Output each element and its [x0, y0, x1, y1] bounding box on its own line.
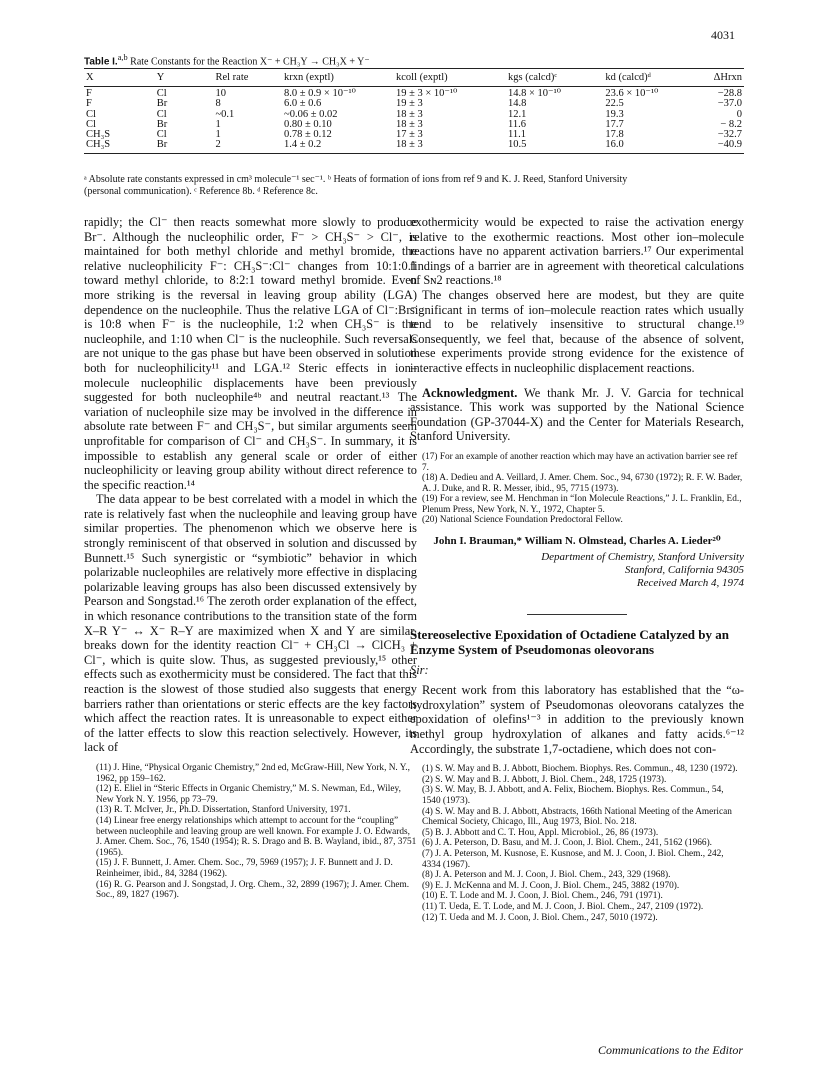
- ack-label: Acknowledgment.: [422, 385, 518, 400]
- table-cell: 1: [215, 118, 221, 130]
- table-cell: 18 ± 3: [396, 108, 423, 120]
- table-cell: 17 ± 3: [396, 129, 423, 141]
- table-cell: Cl: [156, 108, 167, 120]
- left-paragraph-1: rapidly; the Cl⁻ then reacts somewhat more slowly to produce Br⁻. Although the nucleophilic order, F⁻ > CH₃S⁻ > Cl⁻, is maintained for both methyl chloride and methyl bromide, the relative nucleophilicity F⁻: CH₃S⁻:Cl⁻ changes from 10:1:0.1 toward methyl chloride, to 8:2:1 toward methyl bromide. Even more striking is the reversal in leaving group ability (LGA) dependence on the nucleophile. Thus the relative LGA of Cl⁻:Br⁻ is 10:8 when F⁻ is the nucleophile, 1:2 when CH₃S⁻ is the nucleophile, and 1:10 when Cl⁻ is the nucleophile. Such reversals are not unique to the gas phase but have been observed in solution both for nucleophilicity¹¹ and LGA.¹² Steric effects in ion–molecule nucleophilic displacements have been previously suggested for both nucleophile⁴ᵇ and neutral reactant.¹³ The variation of nucleophile size may be involved in the difference in absolute rate between F⁻ and CH₃S⁻, but similar arguments seem unprofitable for comparison of Cl⁻ and CH₃S⁻. In summary, it is impossible to establish any general scale or order of either nucleophilicity or leaving group ability without direct reference to the specific reaction.¹⁴: [84, 215, 417, 492]
- table-row: [84, 140, 744, 153]
- table-cell: Cl: [156, 88, 167, 99]
- table-cell: 1.4 ± 0.2: [282, 140, 394, 153]
- reference-item: (17) For an example of another reaction which may have an activation barrier see ref 7.: [422, 451, 738, 473]
- table-cell: ~0.1: [215, 108, 235, 120]
- reference-item: (15) J. F. Bunnett, J. Amer. Chem. Soc., 79, 5969 (1957); J. F. Bunnett and J. D. Reinheimer, ibid., 84, 3284 (1962).: [96, 858, 393, 879]
- affiliation: [410, 551, 744, 590]
- table-footnote-line-1: ᵃ Absolute rate constants expressed in cm³ molecule⁻¹ sec⁻¹. ᵇ Heats of formation of ions from ref 9 and K. J. Reed, Stanford University: [84, 174, 628, 185]
- reference-item: (8) J. A. Peterson and M. J. Coon, J. Biol. Chem., 243, 329 (1968).: [422, 870, 671, 881]
- ack-text: We thank Mr. J. V. Garcia for technical assistance. This work was supported by the National Science Foundation (GP-37044-X) and the Center for Materials Research, Stanford University.: [410, 385, 744, 444]
- table-cell: −32.7: [717, 129, 742, 141]
- reference-item: (9) E. J. McKenna and M. J. Coon, J. Biol. Chem., 245, 3882 (1970).: [422, 880, 680, 891]
- reference-item: (13) R. T. McIver, Jr., Ph.D. Dissertation, Stanford University, 1971.: [96, 805, 351, 816]
- table-cell: 14.8 × 10⁻¹⁰: [507, 88, 561, 99]
- right-paragraph-1: exothermicity would be expected to raise the activation energy relative to the exothermic reactions. Most other ion–molecule reactions have no apparent activation barriers.¹⁷ Our experimental findings of a barrier are in agreement with theoretical calculations of Sɴ2 reactions.¹⁸: [410, 215, 744, 288]
- table-cell: Cl: [86, 118, 96, 130]
- reference-item: (11) J. Hine, “Physical Organic Chemistry,” 2nd ed, McGraw-Hill, New York, N. Y., 1962, pp 159–162.: [96, 762, 410, 784]
- table-cell: 19 ± 3 × 10⁻¹⁰: [396, 88, 458, 99]
- table-cell: CH₃S: [86, 129, 111, 141]
- table-caption-label: Table I.: [84, 56, 118, 68]
- rate-constants-table: [84, 68, 744, 154]
- reference-item: (4) S. W. May and B. J. Abbott, Abstracts, 166th National Meeting of the American Chemical Society, Chicago, Ill., Aug 1973, Biol. No. 218.: [422, 806, 732, 828]
- reference-item: (11) T. Ueda, E. T. Lode, and M. J. Coon, J. Biol. Chem., 247, 2109 (1972).: [422, 901, 704, 912]
- right-column: [410, 215, 744, 923]
- table-cell: 19 ± 3: [396, 98, 423, 110]
- reference-item: (12) T. Ueda and M. J. Coon, J. Biol. Chem., 247, 5010 (1972).: [422, 912, 658, 923]
- reference-item: (7) J. A. Peterson, M. Kusnose, E. Kusnose, and M. J. Coon, J. Biol. Chem., 242, 4334 (1967).: [422, 848, 724, 870]
- page-number: 4031: [711, 28, 735, 42]
- left-paragraph-2: The data appear to be best correlated with a model in which the rate is relatively fast when the nucleophile and leaving group have similar properties. The phenomenon which we observe here is strongly reminiscent of that observed in solution and discussed by Bunnett.¹⁵ Such synergistic or “symbiotic” behavior in which polarizable nucleophiles are relatively more effective in displacing polarizable leaving groups has also been discussed extensively by Pearson and Songstad.¹⁶ The zeroth order explanation of the effect, in which resonance contributions to the transition state of the form X–R Y⁻ ↔ X⁻ R–Y are maximized when X and Y are similar, breaks down for the identity reaction Cl⁻ + CH₃Cl → ClCH₃ + Cl⁻, which is quite slow. Thus, as suggested previously,¹⁵ other effects such as exothermicity must be considered. The fact that this reaction is the slowest of those studied also suggests that energy barriers rather than orientations or steric effects are the key factors which affect the reaction rates. It is unreasonable to expect either of the latter effects to slow this reaction selectively. However, its lack of: [84, 492, 417, 755]
- right-references: [410, 452, 744, 526]
- header-kcoll: kcoll (exptl): [394, 69, 506, 87]
- table-cell: 10: [215, 88, 226, 99]
- table-cell: ~0.06 ± 0.02: [284, 108, 338, 120]
- table-cell: 18 ± 3: [394, 140, 506, 153]
- table-cell: 14.8: [507, 98, 527, 110]
- reference-item: (2) S. W. May and B. J. Abbott, J. Biol. Chem., 248, 1725 (1973).: [422, 774, 667, 785]
- table-cell: 6.0 ± 0.6: [284, 98, 322, 110]
- salutation: Sir:: [410, 662, 429, 677]
- article2-title: Stereoselective Epoxidation of Octadiene Catalyzed by an Enzyme System of Pseudomonas oleovorans: [410, 626, 729, 657]
- table-cell: 0.80 ± 0.10: [284, 118, 332, 130]
- table-cell: F: [86, 88, 92, 99]
- article2-references: [410, 764, 744, 923]
- reference-item: (20) National Science Foundation Predoctoral Fellow.: [422, 515, 623, 526]
- section-divider: [527, 614, 627, 615]
- reference-item: (3) S. W. May, B. J. Abbott, and A. Felix, Biochem. Biophys. Res. Commun., 54, 1540 (1973).: [422, 785, 724, 806]
- article2-paragraph: Recent work from this laboratory has established that the “ω-hydroxylation” system of Pseudomonas oleovorans catalyzes the epoxidation of olefins¹⁻³ in addition to the previously known methyl group hydroxylation of alkanes and fatty acids.⁶⁻¹² Accordingly, the substrate 1,7-octadiene, which does not con-: [410, 683, 744, 756]
- table-cell: 17.7: [605, 118, 624, 130]
- table-cell: 11.1: [507, 129, 526, 141]
- table-caption: [84, 53, 744, 67]
- table-cell: 1: [215, 129, 221, 141]
- table-cell: 16.0: [603, 140, 697, 153]
- received-date: Received March 4, 1974: [636, 576, 744, 589]
- table-cell: Br: [156, 98, 168, 110]
- table-cell: 0: [736, 108, 742, 120]
- table-cell: 10.5: [506, 140, 603, 153]
- table-cell: 19.3: [605, 108, 624, 120]
- table-caption-sup: a,b: [117, 53, 128, 62]
- table-caption-text: Rate Constants for the Reaction X⁻ + CH₃Y → CH₃X + Y⁻: [130, 56, 370, 68]
- reference-item: (16) R. G. Pearson and J. Songstad, J. Org. Chem., 32, 2899 (1967); J. Amer. Chem. Soc., 89, 1827 (1967).: [96, 879, 410, 901]
- table-cell: 17.8: [605, 129, 624, 141]
- author-byline: John I. Brauman,* William N. Olmstead, Charles A. Lieder²⁰: [433, 535, 721, 548]
- table-cell: Cl: [156, 129, 167, 141]
- table-cell: 12.1: [507, 108, 527, 120]
- header-y: Y: [155, 69, 214, 87]
- left-column: [84, 215, 417, 901]
- reference-item: (6) J. A. Peterson, D. Basu, and M. J. Coon, J. Biol. Chem., 241, 5162 (1966).: [422, 838, 713, 849]
- table-cell: Br: [156, 118, 168, 130]
- affiliation-city: Stanford, California 94305: [624, 563, 744, 576]
- acknowledgment: [410, 386, 744, 444]
- table-cell: Br: [155, 140, 214, 153]
- table-cell: 23.6 × 10⁻¹⁰: [605, 88, 659, 99]
- reference-item: (1) S. W. May and B. J. Abbott, Biochem. Biophys. Res. Commun., 48, 1230 (1972).: [422, 764, 738, 775]
- header-x: X: [84, 69, 155, 87]
- table-cell: − 8.2: [720, 118, 742, 130]
- table-cell: 2: [213, 140, 282, 153]
- reference-item: (19) For a review, see M. Henchman in “Ion Molecule Reactions,” J. L. Franklin, Ed., Plenum Press, New York, N. Y., 1972, Chapter 5.: [422, 494, 742, 515]
- table-footnotes: [84, 174, 744, 198]
- header-rel-rate: Rel rate: [213, 69, 282, 87]
- table-cell: Cl: [86, 108, 96, 120]
- table-footnote-line-2: (personal communication). ᶜ Reference 8b. ᵈ Reference 8c.: [84, 186, 318, 197]
- reference-item: (10) E. T. Lode and M. J. Coon, J. Biol. Chem., 246, 791 (1971).: [422, 891, 663, 902]
- table-cell: 18 ± 3: [396, 118, 423, 130]
- table-cell: CH₃S: [84, 140, 155, 153]
- table-cell: −28.8: [717, 88, 742, 99]
- table-cell: 8.0 ± 0.9 × 10⁻¹⁰: [284, 88, 356, 99]
- reference-item: (18) A. Dedieu and A. Veillard, J. Amer. Chem. Soc., 94, 6730 (1972); R. F. W. Bader, A. J. Duke, and R. R. Messer, ibid., 95, 7715 (1973).: [422, 473, 743, 494]
- reference-item: (5) B. J. Abbott and C. T. Hou, Appl. Microbiol., 26, 86 (1973).: [422, 827, 659, 838]
- header-kgs: kgs (calcd)ᶜ: [506, 69, 603, 87]
- table-cell: 11.6: [507, 118, 526, 130]
- table-cell: −40.9: [697, 140, 744, 153]
- right-paragraph-2: The changes observed here are modest, but they are quite significant in terms of ion–molecule reaction rates which usually tend to be relatively insensitive to structural change.¹⁹ Consequently, we feel that, because of the absence of solvent, these experiments provide strong evidence for the existence of interactive effects in nucleophilic displacement reactions.: [410, 287, 744, 375]
- left-references: [84, 763, 417, 901]
- table-cell: −37.0: [717, 98, 742, 110]
- table-cell: 22.5: [605, 98, 624, 110]
- reference-item: (12) E. Eliel in “Steric Effects in Organic Chemistry,” M. S. Newman, Ed., Wiley, New York N. Y. 1956, pp 73–79.: [96, 784, 401, 805]
- table-cell: 0.78 ± 0.12: [284, 129, 332, 141]
- header-kd: kd (calcd)ᵈ: [603, 69, 697, 87]
- footer-section-label: Communications to the Editor: [598, 1043, 743, 1057]
- table-cell: F: [86, 98, 92, 110]
- table-header-row: [84, 69, 744, 87]
- header-krxn: krxn (exptl): [282, 69, 394, 87]
- table-cell: 8: [215, 98, 221, 110]
- reference-item: (14) Linear free energy relationships which attempt to account for the “coupling” between nucleophile and leaving group are well known. For example J. O. Edwards, J. Amer. Chem. Soc., 76, 1540 (1954); R. S. Drago and B. B. Wayland, ibid., 87, 3751 (1965).: [96, 815, 417, 858]
- affiliation-dept: Department of Chemistry, Stanford University: [541, 550, 744, 563]
- header-dh: ΔHrxn: [697, 69, 744, 87]
